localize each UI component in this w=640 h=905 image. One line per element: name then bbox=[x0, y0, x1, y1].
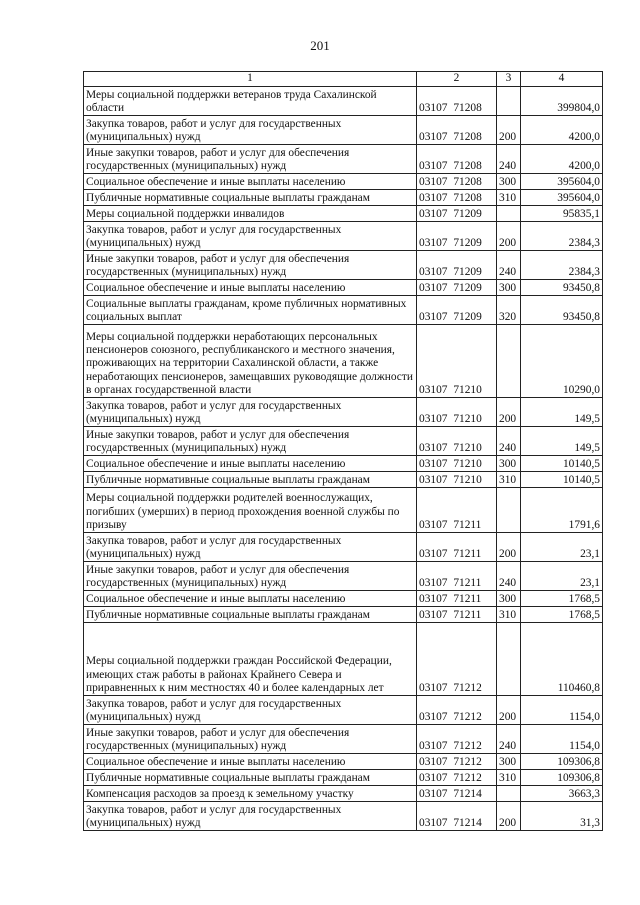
row-code: 03107 71212 bbox=[417, 623, 497, 696]
row-type: 240 bbox=[497, 725, 521, 754]
row-type bbox=[497, 325, 521, 398]
row-code: 03107 71210 bbox=[417, 398, 497, 427]
row-type: 240 bbox=[497, 427, 521, 456]
page-number: 201 bbox=[310, 38, 330, 53]
row-name: Публичные нормативные социальные выплаты гражданам bbox=[84, 607, 417, 623]
row-type bbox=[497, 206, 521, 222]
table-row bbox=[84, 87, 603, 116]
row-name: Меры социальной поддержки родителей военнослужащих, погибших (умерших) в период прохождения военной службы по призыву bbox=[84, 488, 417, 533]
row-code: 03107 71210 bbox=[417, 472, 497, 488]
row-code: 03107 71211 bbox=[417, 607, 497, 623]
row-name: Меры социальной поддержки граждан Российской Федерации, имеющих стаж работы в районах Крайнего Севера и приравненных к ним местностях 40 и более календарных лет bbox=[84, 623, 417, 696]
row-name: Социальное обеспечение и иные выплаты населению bbox=[84, 280, 417, 296]
row-amount: 93450,8 bbox=[521, 296, 603, 325]
row-code: 03107 71211 bbox=[417, 488, 497, 533]
row-type bbox=[497, 623, 521, 696]
table-row bbox=[84, 222, 603, 251]
row-name: Социальное обеспечение и иные выплаты населению bbox=[84, 456, 417, 472]
row-code: 03107 71211 bbox=[417, 562, 497, 591]
row-type bbox=[497, 87, 521, 116]
table-row bbox=[84, 145, 603, 174]
row-code: 03107 71212 bbox=[417, 754, 497, 770]
row-code: 03107 71214 bbox=[417, 802, 497, 831]
header-row bbox=[84, 72, 603, 87]
row-name: Социальное обеспечение и иные выплаты населению bbox=[84, 591, 417, 607]
table-row bbox=[84, 591, 603, 607]
row-amount: 23,1 bbox=[521, 562, 603, 591]
row-name: Иные закупки товаров, работ и услуг для обеспечения государственных (муниципальных) нужд bbox=[84, 562, 417, 591]
row-name: Компенсация расходов за проезд к земельному участку bbox=[84, 786, 417, 802]
row-name: Закупка товаров, работ и услуг для государственных (муниципальных) нужд bbox=[84, 802, 417, 831]
row-code: 03107 71209 bbox=[417, 206, 497, 222]
row-amount: 1154,0 bbox=[521, 696, 603, 725]
row-type: 200 bbox=[497, 398, 521, 427]
row-name: Социальное обеспечение и иные выплаты населению bbox=[84, 754, 417, 770]
row-code: 03107 71210 bbox=[417, 456, 497, 472]
row-amount: 4200,0 bbox=[521, 116, 603, 145]
row-code: 03107 71209 bbox=[417, 222, 497, 251]
table-row bbox=[84, 696, 603, 725]
row-type: 300 bbox=[497, 174, 521, 190]
row-amount: 3663,3 bbox=[521, 786, 603, 802]
table-row bbox=[84, 802, 603, 831]
row-code: 03107 71212 bbox=[417, 725, 497, 754]
row-type bbox=[497, 786, 521, 802]
table-row bbox=[84, 325, 603, 398]
row-code: 03107 71211 bbox=[417, 533, 497, 562]
row-code: 03107 71212 bbox=[417, 770, 497, 786]
header-cell-type: 3 bbox=[497, 72, 521, 87]
row-amount: 109306,8 bbox=[521, 770, 603, 786]
table-row bbox=[84, 251, 603, 280]
row-amount: 31,3 bbox=[521, 802, 603, 831]
row-type: 240 bbox=[497, 145, 521, 174]
row-code: 03107 71209 bbox=[417, 280, 497, 296]
row-amount: 395604,0 bbox=[521, 174, 603, 190]
row-name: Закупка товаров, работ и услуг для государственных (муниципальных) нужд bbox=[84, 116, 417, 145]
row-type bbox=[497, 488, 521, 533]
row-code: 03107 71210 bbox=[417, 427, 497, 456]
row-type: 310 bbox=[497, 607, 521, 623]
table-row bbox=[84, 472, 603, 488]
row-name: Иные закупки товаров, работ и услуг для обеспечения государственных (муниципальных) нужд bbox=[84, 427, 417, 456]
row-amount: 95835,1 bbox=[521, 206, 603, 222]
row-type: 240 bbox=[497, 251, 521, 280]
table-row bbox=[84, 174, 603, 190]
row-type: 310 bbox=[497, 770, 521, 786]
row-type: 200 bbox=[497, 222, 521, 251]
row-amount: 2384,3 bbox=[521, 222, 603, 251]
row-amount: 110460,8 bbox=[521, 623, 603, 696]
row-amount: 395604,0 bbox=[521, 190, 603, 206]
row-name: Иные закупки товаров, работ и услуг для обеспечения государственных (муниципальных) нужд bbox=[84, 251, 417, 280]
row-name: Публичные нормативные социальные выплаты гражданам bbox=[84, 472, 417, 488]
table-row bbox=[84, 562, 603, 591]
row-type: 200 bbox=[497, 696, 521, 725]
row-amount: 1791,6 bbox=[521, 488, 603, 533]
row-code: 03107 71209 bbox=[417, 296, 497, 325]
row-name: Закупка товаров, работ и услуг для государственных (муниципальных) нужд bbox=[84, 398, 417, 427]
row-name: Социальные выплаты гражданам, кроме публичных нормативных социальных выплат bbox=[84, 296, 417, 325]
table-row bbox=[84, 770, 603, 786]
row-type: 200 bbox=[497, 116, 521, 145]
row-type: 200 bbox=[497, 802, 521, 831]
row-amount: 10140,5 bbox=[521, 472, 603, 488]
row-type: 310 bbox=[497, 190, 521, 206]
row-name: Меры социальной поддержки неработающих персональных пенсионеров союзного, республиканского и местного значения, проживающих на территории Сахалинской области, а также неработающих пенсионеров, замещавших руководящие должности в органах государственной власти bbox=[84, 325, 417, 398]
row-name: Меры социальной поддержки инвалидов bbox=[84, 206, 417, 222]
row-name: Иные закупки товаров, работ и услуг для обеспечения государственных (муниципальных) нужд bbox=[84, 725, 417, 754]
table-row bbox=[84, 623, 603, 696]
row-name: Публичные нормативные социальные выплаты гражданам bbox=[84, 190, 417, 206]
row-code: 03107 71208 bbox=[417, 87, 497, 116]
row-name: Закупка товаров, работ и услуг для государственных (муниципальных) нужд bbox=[84, 222, 417, 251]
budget-table bbox=[83, 71, 603, 831]
row-code: 03107 71211 bbox=[417, 591, 497, 607]
row-type: 300 bbox=[497, 280, 521, 296]
table-row bbox=[84, 786, 603, 802]
row-code: 03107 71208 bbox=[417, 190, 497, 206]
row-code: 03107 71208 bbox=[417, 174, 497, 190]
row-amount: 399804,0 bbox=[521, 87, 603, 116]
row-type: 310 bbox=[497, 472, 521, 488]
row-name: Меры социальной поддержки ветеранов труда Сахалинской области bbox=[84, 87, 417, 116]
table-row bbox=[84, 754, 603, 770]
row-name: Социальное обеспечение и иные выплаты населению bbox=[84, 174, 417, 190]
table-row bbox=[84, 427, 603, 456]
row-amount: 109306,8 bbox=[521, 754, 603, 770]
header-cell-amount: 4 bbox=[521, 72, 603, 87]
row-type: 240 bbox=[497, 562, 521, 591]
row-type: 300 bbox=[497, 456, 521, 472]
row-amount: 10140,5 bbox=[521, 456, 603, 472]
table-row bbox=[84, 190, 603, 206]
header-cell-name: 1 bbox=[84, 72, 417, 87]
row-type: 200 bbox=[497, 533, 521, 562]
table-row bbox=[84, 296, 603, 325]
row-code: 03107 71208 bbox=[417, 116, 497, 145]
row-amount: 93450,8 bbox=[521, 280, 603, 296]
row-type: 300 bbox=[497, 591, 521, 607]
row-amount: 1768,5 bbox=[521, 607, 603, 623]
row-amount: 4200,0 bbox=[521, 145, 603, 174]
row-amount: 1154,0 bbox=[521, 725, 603, 754]
row-code: 03107 71210 bbox=[417, 325, 497, 398]
header-cell-code: 2 bbox=[417, 72, 497, 87]
table-row bbox=[84, 725, 603, 754]
table-row bbox=[84, 607, 603, 623]
row-code: 03107 71212 bbox=[417, 696, 497, 725]
row-code: 03107 71214 bbox=[417, 786, 497, 802]
table-row bbox=[84, 488, 603, 533]
table-row bbox=[84, 116, 603, 145]
row-type: 320 bbox=[497, 296, 521, 325]
table-row bbox=[84, 456, 603, 472]
table-row bbox=[84, 206, 603, 222]
row-amount: 2384,3 bbox=[521, 251, 603, 280]
row-amount: 10290,0 bbox=[521, 325, 603, 398]
table-row bbox=[84, 280, 603, 296]
row-name: Иные закупки товаров, работ и услуг для обеспечения государственных (муниципальных) нужд bbox=[84, 145, 417, 174]
row-amount: 23,1 bbox=[521, 533, 603, 562]
row-name: Закупка товаров, работ и услуг для государственных (муниципальных) нужд bbox=[84, 696, 417, 725]
row-code: 03107 71208 bbox=[417, 145, 497, 174]
table-row bbox=[84, 398, 603, 427]
row-type: 300 bbox=[497, 754, 521, 770]
row-code: 03107 71209 bbox=[417, 251, 497, 280]
row-name: Закупка товаров, работ и услуг для государственных (муниципальных) нужд bbox=[84, 533, 417, 562]
row-amount: 149,5 bbox=[521, 398, 603, 427]
row-amount: 1768,5 bbox=[521, 591, 603, 607]
row-amount: 149,5 bbox=[521, 427, 603, 456]
row-name: Публичные нормативные социальные выплаты гражданам bbox=[84, 770, 417, 786]
table-row bbox=[84, 533, 603, 562]
